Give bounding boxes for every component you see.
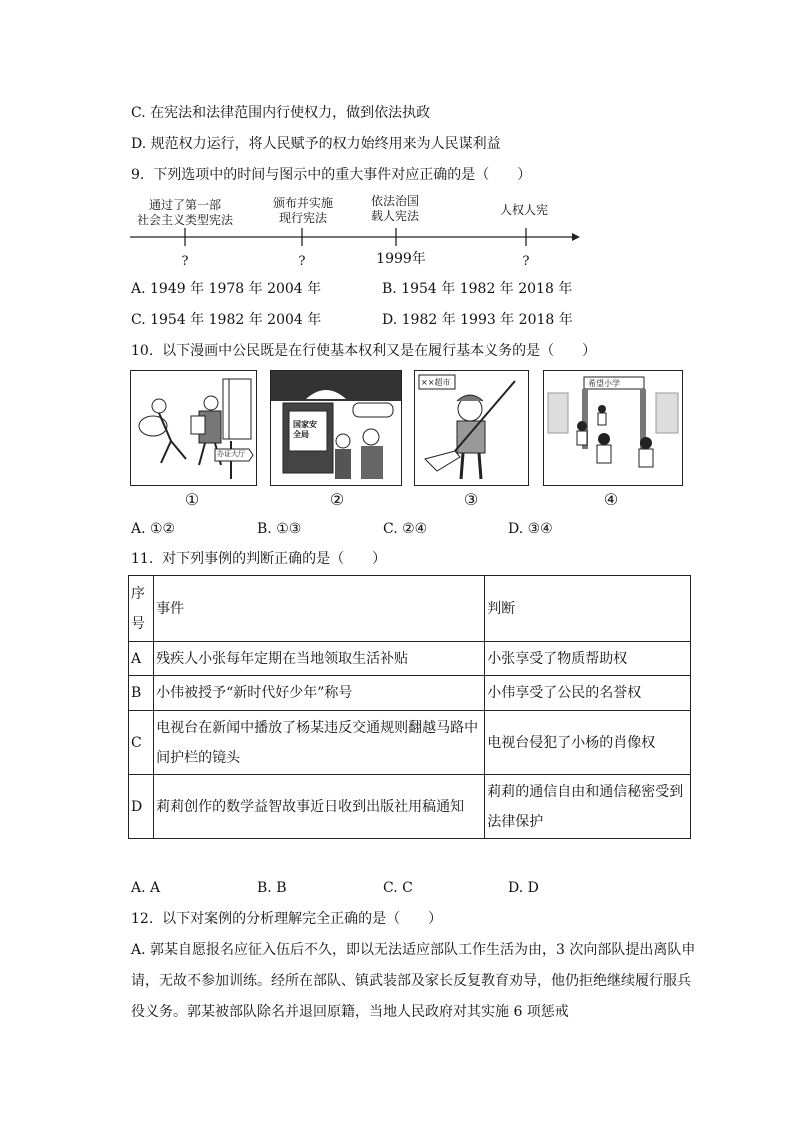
- q10-option-c[interactable]: C. ②④: [383, 521, 428, 537]
- timeline-axis: [128, 226, 588, 248]
- header-seq: [129, 576, 154, 642]
- row-id: A: [129, 642, 154, 676]
- timeline-event-3-line2: 载人宪法: [370, 209, 419, 223]
- timeline-event-2-label: [258, 196, 348, 226]
- table-row: [129, 642, 691, 676]
- q12-stem: 12. 以下对案例的分析理解完全正确的是（ ）: [131, 911, 443, 927]
- cartoon-panel-2: [270, 370, 402, 486]
- header-event: 事件: [154, 576, 485, 642]
- q9-option-d[interactable]: D. 1982 年 1993 年 2018 年: [382, 312, 573, 328]
- q10-option-b[interactable]: B. ①③: [257, 521, 302, 537]
- cartoon-2-illustration: [271, 371, 401, 485]
- row-event: 莉莉创作的数学益智故事近日收到出版社用稿通知: [154, 775, 485, 839]
- q11-option-d[interactable]: D. D: [508, 880, 539, 896]
- table-header-row: [129, 576, 691, 642]
- cartoon-panel-3: [414, 370, 529, 486]
- row-event-line2: 间护栏的镜头: [156, 749, 241, 766]
- timeline-event-2-line2: 现行宪法: [278, 211, 327, 225]
- row-id: D: [129, 775, 154, 839]
- timeline-event-1-label: [130, 198, 240, 228]
- row-judgement: 小伟享受了公民的名誉权: [485, 676, 691, 711]
- header-seq-line2: 号: [131, 615, 145, 632]
- q11-option-b[interactable]: B. B: [257, 880, 287, 896]
- row-judgement-line1: 莉莉的通信自由和通信秘密受到: [487, 783, 684, 800]
- row-judgement: 电视台侵犯了小杨的肖像权: [485, 711, 691, 775]
- table-row: [129, 711, 691, 775]
- panel-number-1: ①: [184, 490, 200, 509]
- row-event: 小伟被授予“新时代好少年”称号: [154, 676, 485, 711]
- timeline-event-4-year: ?: [522, 254, 530, 269]
- row-judgement: [485, 775, 691, 839]
- q9-option-a[interactable]: A. 1949 年 1978 年 2004 年: [131, 281, 322, 297]
- cartoon-1-illustration: [131, 371, 256, 485]
- q12-option-a-line3[interactable]: 役义务。郭某被部队除名并退回原籍，当地人民政府对其实施 6 项惩戒: [131, 1004, 569, 1020]
- header-seq-line1: 序: [131, 585, 145, 602]
- q10-stem: 10. 以下漫画中公民既是在行使基本权利又是在履行基本义务的是（ ）: [131, 343, 597, 359]
- cartoon-panel-4: [543, 370, 683, 486]
- row-judgement: 小张享受了物质帮助权: [485, 642, 691, 676]
- timeline-event-1-line2: 社会主义类型宪法: [136, 213, 233, 227]
- header-judgement: 判断: [485, 576, 691, 642]
- timeline-event-4-line1: 人权人宪: [499, 203, 548, 217]
- timeline-event-1-year: ?: [181, 254, 189, 269]
- q11-stem: 11. 对下列事例的判断正确的是（ ）: [131, 551, 387, 567]
- row-event: 残疾人小张每年定期在当地领取生活补贴: [154, 642, 485, 676]
- row-id: B: [129, 676, 154, 711]
- row-event-line1: 电视台在新闻中播放了杨某违反交通规则翻越马路中: [156, 719, 479, 736]
- cartoon-panel-1: [130, 370, 257, 486]
- panel-number-3: ③: [463, 490, 479, 509]
- q9-option-b[interactable]: B. 1954 年 1982 年 2018 年: [382, 281, 573, 297]
- panel-number-4: ④: [603, 490, 619, 509]
- q11-option-a[interactable]: A. A: [131, 880, 161, 896]
- timeline-event-2-year: ?: [298, 254, 306, 269]
- timeline-event-2-line1: 颁布并实施: [272, 196, 333, 210]
- cartoon-3-illustration: [415, 371, 528, 485]
- panel-number-2: ②: [329, 490, 345, 509]
- q12-option-a-line2[interactable]: 请，无故不参加训练。经所在部队、镇武装部及家长反复教育劝导，他仍拒绝继续履行服兵: [131, 973, 691, 989]
- q10-option-d[interactable]: D. ③④: [508, 521, 553, 537]
- timeline-event-3-line1: 依法治国: [370, 194, 419, 208]
- row-judgement-line2: 法律保护: [487, 813, 544, 830]
- q9-option-c[interactable]: C. 1954 年 1982 年 2004 年: [131, 312, 322, 328]
- option-c-prev: C. 在宪法和法律范围内行使权力，做到依法执政: [131, 105, 431, 121]
- timeline-event-4-label: [484, 203, 564, 218]
- timeline-event-1-line1: 通过了第一部: [148, 198, 221, 212]
- q10-option-a[interactable]: A. ①②: [131, 521, 176, 537]
- cartoon-4-sign: 希望小学: [588, 379, 620, 388]
- q11-option-c[interactable]: C. C: [383, 880, 413, 896]
- timeline-event-3-label: [355, 194, 435, 224]
- cartoon-1-sign: 办证大厅: [217, 450, 245, 458]
- option-d-prev: D. 规范权力运行，将人民赋予的权力始终用来为人民谋利益: [131, 136, 501, 152]
- cartoon-3-sign: ××超市: [421, 378, 451, 387]
- q9-stem: 9. 下列选项中的时间与图示中的重大事件对应正确的是（ ）: [131, 167, 532, 183]
- row-event: [154, 711, 485, 775]
- q12-option-a-line1[interactable]: A. 郭某自愿报名应征入伍后不久，即以无法适应部队工作生活为由，3 次向部队提出离队申: [131, 942, 696, 958]
- cartoon-2-sign: 国家安全局: [293, 419, 317, 439]
- row-id: C: [129, 711, 154, 775]
- timeline-event-3-year: 1999年: [376, 251, 426, 267]
- table-row: [129, 775, 691, 839]
- table-row: [129, 676, 691, 711]
- events-table: [128, 575, 691, 839]
